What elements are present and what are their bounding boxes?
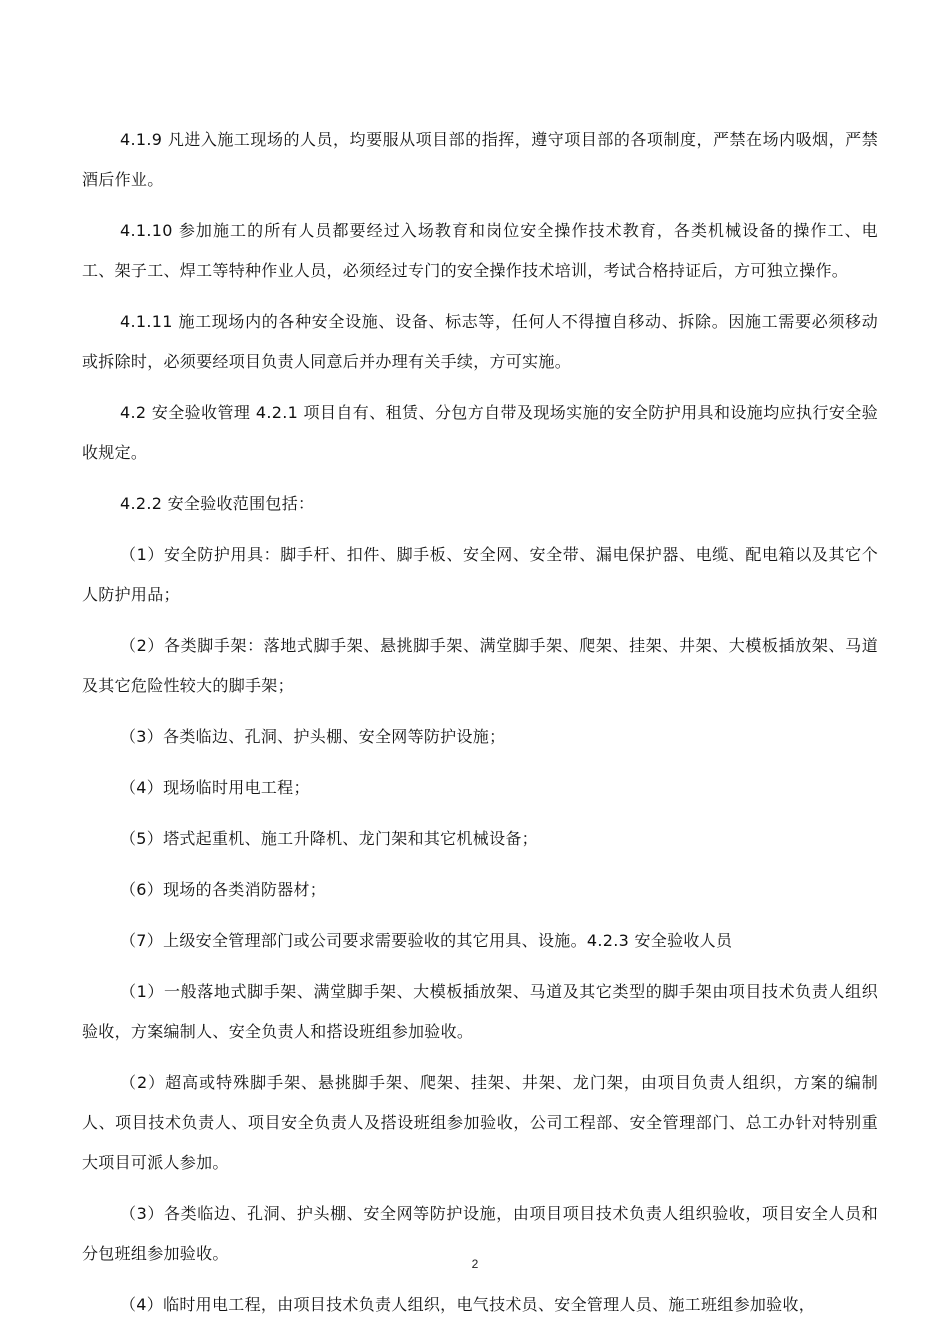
paragraph-4-2-1: 4.2 安全验收管理 4.2.1 项目自有、租赁、分包方自带及现场实施的安全防护用具和设施均应执行安全验收规定。 [82, 403, 878, 462]
paragraph-4-2-2: 4.2.2 安全验收范围包括： [120, 494, 315, 513]
list-item-personnel-4: （4）临时用电工程，由项目技术负责人组织，电气技术员、安全管理人员、施工班组参加验收， [120, 1295, 816, 1314]
list-item-scope-5: （5）塔式起重机、施工升降机、龙门架和其它机械设备； [120, 829, 538, 848]
list-item-personnel-1: （1）一般落地式脚手架、满堂脚手架、大模板插放架、马道及其它类型的脚手架由项目技术负责人组织验收，方案编制人、安全负责人和搭设班组参加验收。 [82, 982, 878, 1041]
page-number: 2 [471, 1257, 479, 1271]
list-item-scope-4: （4）现场临时用电工程； [120, 778, 310, 797]
list-item-scope-2: （2）各类脚手架：落地式脚手架、悬挑脚手架、满堂脚手架、爬架、挂架、井架、大模板插放架、马道及其它危险性较大的脚手架； [82, 636, 878, 695]
paragraph-4-1-11: 4.1.11 施工现场内的各种安全设施、设备、标志等，任何人不得擅自移动、拆除。因施工需要必须移动或拆除时，必须要经项目负责人同意后并办理有关手续，方可实施。 [82, 312, 878, 371]
paragraph-4-1-10: 4.1.10 参加施工的所有人员都要经过入场教育和岗位安全操作技术教育，各类机械设备的操作工、电工、架子工、焊工等特种作业人员，必须经过专门的安全操作技术培训，考试合格持证后，方可独立操作。 [82, 221, 878, 280]
list-item-scope-1: （1）安全防护用具：脚手杆、扣件、脚手板、安全网、安全带、漏电保护器、电缆、配电箱以及其它个人防护用品； [82, 545, 878, 604]
list-item-scope-6: （6）现场的各类消防器材； [120, 880, 327, 899]
list-item-scope-3: （3）各类临边、孔洞、护头棚、安全网等防护设施； [120, 727, 506, 746]
list-item-personnel-3: （3）各类临边、孔洞、护头棚、安全网等防护设施，由项目项目技术负责人组织验收，项目安全人员和分包班组参加验收。 [82, 1204, 878, 1263]
list-item-scope-7: （7）上级安全管理部门或公司要求需要验收的其它用具、设施。4.2.3 安全验收人员 [120, 931, 733, 950]
list-item-personnel-2: （2）超高或特殊脚手架、悬挑脚手架、爬架、挂架、井架、龙门架，由项目负责人组织，方案的编制人、项目技术负责人、项目安全负责人及搭设班组参加验收，公司工程部、安全管理部门、总工办针对特别重大项目可派人参加。 [82, 1073, 878, 1172]
paragraph-4-1-9: 4.1.9 凡进入施工现场的人员，均要服从项目部的指挥，遵守项目部的各项制度，严禁在场内吸烟，严禁酒后作业。 [82, 130, 878, 189]
document-body [82, 120, 878, 1336]
